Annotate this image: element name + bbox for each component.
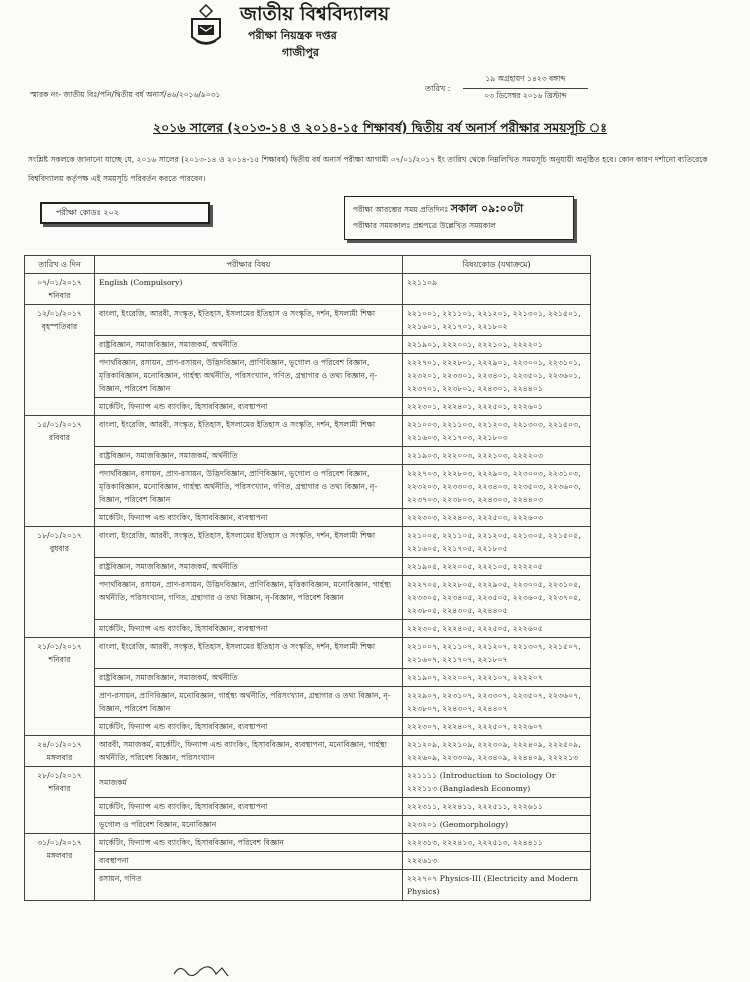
code-cell: ২২১০০১, ২২১১০১, ২২১২০১, ২২১৩০১, ২২১৫০১, ২২১৬০১, ২২১৭০১, ২২১৮০২	[403, 305, 591, 336]
subject-cell: বাংলা, ইংরেজি, আরবী, সংস্কৃত, ইতিহাস, ইসলামের ইতিহাস ও সংস্কৃতি, দর্শন, ইসলামী শিক্ষা	[95, 305, 403, 336]
code-cell: ২২১১০৯	[403, 274, 591, 305]
exam-date: ১৫/০১/২০১৭	[37, 420, 82, 429]
table-row	[25, 447, 591, 465]
code-cell: ২২১০০৭, ২২১১০৭, ২২১২০৭, ২২১৩০৭, ২২১৫০৭, ২২১৬০৭, ২২১৭০৭, ২২১৮০৭	[403, 638, 591, 669]
table-row	[25, 354, 591, 398]
date-block	[463, 72, 588, 105]
exam-day: শনিবার	[48, 655, 71, 664]
exam-date: ২৪/০১/২০১৭	[37, 740, 82, 749]
code-cell: ২২১৯০৭, ২২২০০৭, ২২২১০৭, ২২২২০৭	[403, 669, 591, 687]
subject-cell: রসায়ন, গণিত	[95, 870, 403, 901]
date-label: তারিখ :	[425, 84, 451, 93]
subject-cell: মার্কেটিং, ফিন্যান্স এন্ড ব্যাংকিং, হিসাববিজ্ঞান, ব্যবস্থাপনা	[95, 798, 403, 816]
letterhead	[0, 0, 750, 60]
code-cell: ২২১২০৯, ২২২১০৯, ২২২৩০৯, ২২২৪০৯, ২২২৫০৯, ২২২৬০৯, ২২৩৩০৯, ২২৩৪০৯, ২২৪৪০৯, ২২২২১৩	[403, 736, 591, 767]
table-row	[25, 398, 591, 416]
code-cell: ২২১৯০৫, ২২২০০৫, ২২২১০৫, ২২২২০৫	[403, 558, 591, 576]
code-cell: ২২২৩১৩, ২২২৪১৩, ২২২৫১৩, ২২৪৪১১	[403, 834, 591, 852]
date-cell	[25, 305, 95, 416]
table-row	[25, 576, 591, 620]
table-row	[25, 687, 591, 718]
table-row	[25, 669, 591, 687]
university-name: জাতীয় বিশ্ববিদ্যালয়	[240, 3, 390, 25]
subject-cell: রাষ্ট্রবিজ্ঞান, সমাজবিজ্ঞান, সমাজকর্ম, অর্থনীতি	[95, 669, 403, 687]
code-cell: ২২২৩০৭, ২২২৪০৭, ২২২৫০৭, ২২২৬০৭	[403, 718, 591, 736]
header-subject: পরীক্ষার বিষয়	[95, 256, 403, 274]
code-cell: ২২২৯০৭, ২২৩১০৭, ২২৩৩০৭, ২২৩৫০৭, ২২৩৬০৭, ২২৩৮০৭, ২২৪৩০৭, ২২৪৪০৭	[403, 687, 591, 718]
table-row	[25, 834, 591, 852]
table-row	[25, 870, 591, 901]
table-row	[25, 620, 591, 638]
table-row	[25, 465, 591, 509]
exam-day: শনিবার	[48, 784, 71, 793]
code-cell: ২২২৭০৩, ২২২৮০৩, ২২২৯০৩, ২২৩০০৩, ২২৩১০৩, ২২৩২০৩, ২২৩৩০৩, ২২৩৪০৩, ২২৩৫০৩, ২২৩৬০৩, ২২৩৭০৩, ২২৩৮০৩, ২২৪৩০৩, ২২৪৪০৩	[403, 465, 591, 509]
subject-cell: পদার্থবিজ্ঞান, রসায়ন, প্রাণ-রসায়ন, উদ্ভিদবিজ্ঞান, প্রাণিবিজ্ঞান, ভূগোল ও পরিবেশ বিজ্ঞান, মৃত্তিকাবিজ্ঞান, মনোবিজ্ঞান, গার্হস্থ্য অর্থনীতি, পরিসংখ্যান, গণিত, গ্রন্থাগার ও তথ্য বিজ্ঞান, নৃ-বিজ্ঞান, পরিবেশ বিজ্ঞান	[95, 465, 403, 509]
code-cell: ২২১৯০১, ২২২০০১, ২২২১০১, ২২২২০১	[403, 336, 591, 354]
header-date: তারিখ ও দিন	[25, 256, 95, 274]
subject-cell: প্রাণ-রসায়ন, প্রাণিবিজ্ঞান, মনোবিজ্ঞান, গার্হস্থ্য অর্থনীতি, পরিসংখ্যান, গ্রন্থাগার ও তথ্য বিজ্ঞান, নৃ-বিজ্ঞান, পরিবেশ বিজ্ঞান	[95, 687, 403, 718]
subject-cell: বাংলা, ইংরেজি, আরবী, সংস্কৃত, ইতিহাস, ইসলামের ইতিহাস ও সংস্কৃতি, দর্শন, ইসলামী শিক্ষা	[95, 416, 403, 447]
subject-cell: বাংলা, ইংরেজি, আরবী, সংস্কৃত, ইতিহাস, ইসলামের ইতিহাস ও সংস্কৃতি, দর্শন, ইসলামী শিক্ষা	[95, 638, 403, 669]
table-row	[25, 736, 591, 767]
subject-cell: বাংলা, ইংরেজি, আরবী, সংস্কৃত, ইতিহাস, ইসলামের ইতিহাস ও সংস্কৃতি, দর্শন, ইসলামী শিক্ষা	[95, 527, 403, 558]
schedule-table	[24, 255, 591, 901]
subject-cell: পদার্থবিজ্ঞান, রসায়ন, প্রাণ-রসায়ন, উদ্ভিদবিজ্ঞান, প্রাণিবিজ্ঞান, মৃত্তিকাবিজ্ঞান, মনোবিজ্ঞান, গার্হস্থ্য অর্থনীতি, পরিসংখ্যান, গণিত, গ্রন্থাগার ও তথ্য বিজ্ঞান, নৃ-বিজ্ঞান, পরিবেশ বিজ্ঞান	[95, 576, 403, 620]
start-time-label: পরীক্ষা আরম্ভের সময় প্রতিদিনঃ	[353, 205, 449, 214]
date-cell	[25, 274, 95, 305]
exam-day: শনিবার	[48, 291, 71, 300]
exam-date: ১২/০১/২০১৭	[37, 309, 82, 318]
subject-cell: ব্যবস্থাপনা	[95, 852, 403, 870]
exam-code-box: পরীক্ষা কোডঃ ২০২	[40, 202, 210, 224]
exam-date: ০৭/০১/২০১৭	[37, 278, 82, 287]
code-cell: ২২২৩০১, ২২২৪০১, ২২২৫০১, ২২২৬০১	[403, 398, 591, 416]
date-english: ০৩ ডিসেম্বর ২০১৬ খ্রিস্টাব্দ	[484, 91, 567, 100]
code-cell: ২২২৭০১, ২২২৮০১, ২২২৯০১, ২২৩০০১, ২২৩১০১, ২২৩২০১, ২২৩৩০১, ২২৩৪০১, ২২৩৫০১, ২২৩৬০১, ২২৩৭০১, ২২৩৮০১, ২২৪৩০১, ২২৪৪০১	[403, 354, 591, 398]
exam-day: বৃহস্পতিবার	[41, 322, 78, 331]
code-cell: ২২১৯০৩, ২২২০০৩, ২২২১০৩, ২২২২০৩	[403, 447, 591, 465]
subject-cell: পদার্থবিজ্ঞান, রসায়ন, প্রাণ-রসায়ন, উদ্ভিদবিজ্ঞান, প্রাণিবিজ্ঞান, ভূগোল ও পরিবেশ বিজ্ঞান, মৃত্তিকাবিজ্ঞান, মনোবিজ্ঞান, গার্হস্থ্য অর্থনীতি, পরিসংখ্যান, গণিত, গ্রন্থাগার ও তথ্য বিজ্ঞান, নৃ-বিজ্ঞান, পরিবেশ বিজ্ঞান	[95, 354, 403, 398]
table-row	[25, 638, 591, 669]
subject-cell: English (Compulsory)	[95, 274, 403, 305]
code-cell: ২২৩২০১ (Geomorphology)	[403, 816, 591, 834]
code-cell: ২২২৩১১, ২২২৪১১, ২২২৫১১, ২২২৬১১	[403, 798, 591, 816]
header-code: বিষয়কোড (যথাক্রমে)	[403, 256, 591, 274]
table-row	[25, 558, 591, 576]
code-cell: ২২২৬১৩	[403, 852, 591, 870]
code-cell: ২২২৩০৩, ২২২৪০৩, ২২২৫০৩, ২২২৬০৩	[403, 509, 591, 527]
subject-cell: মার্কেটিং, ফিন্যান্স এন্ড ব্যাংকিং, হিসাববিজ্ঞান, ব্যবস্থাপনা	[95, 509, 403, 527]
table-row	[25, 527, 591, 558]
table-row	[25, 852, 591, 870]
code-cell: ২২১০০৫, ২২১১০৫, ২২১২০৫, ২২১৩০৫, ২২১৫০৫, ২২১৬০৫, ২২১৭০৫, ২২১৮০৫	[403, 527, 591, 558]
subject-cell: মার্কেটিং, ফিন্যান্স এন্ড ব্যাংকিং, হিসাববিজ্ঞান, পরিবেশ বিজ্ঞান	[95, 834, 403, 852]
table-row	[25, 509, 591, 527]
exam-day: মঙ্গলবার	[46, 753, 73, 762]
subject-cell: মার্কেটিং, ফিন্যান্স এন্ড ব্যাংকিং, হিসাববিজ্ঞান, ব্যবস্থাপনা	[95, 718, 403, 736]
date-cell	[25, 834, 95, 901]
duration-label: পরীক্ষার সময়কালঃ প্রশ্নপত্রে উল্লেখিত সময়কাল	[353, 221, 496, 230]
subject-cell: মার্কেটিং, ফিন্যান্স এন্ড ব্যাংকিং, হিসাববিজ্ঞান, ব্যবস্থাপনা	[95, 620, 403, 638]
table-row	[25, 767, 591, 798]
exam-day: মঙ্গলবার	[46, 851, 73, 860]
table-row	[25, 336, 591, 354]
document-title: ২০১৬ সালের (২০১৩-১৪ ও ২০১৪-১৫ শিক্ষাবর্ষ) দ্বিতীয় বর্ষ অনার্স পরীক্ষার সময়সূচি ঃ	[153, 120, 607, 135]
exam-day: রবিবার	[48, 433, 71, 442]
subject-cell: রাষ্ট্রবিজ্ঞান, সমাজবিজ্ঞান, সমাজকর্ম, অর্থনীতি	[95, 336, 403, 354]
exam-date: ২৮/০১/২০১৭	[37, 771, 82, 780]
start-time: সকাল ০৯:০০টা	[450, 202, 524, 215]
subject-cell: মার্কেটিং, ফিন্যান্স এন্ড ব্যাংকিং, হিসাববিজ্ঞান, ব্যবস্থাপনা	[95, 398, 403, 416]
code-cell: ২২২৭০৭ Physics-III (Electricity and Modern Physics)	[403, 870, 591, 901]
subject-cell: ভূগোল ও পরিবেশ বিজ্ঞান, মনোবিজ্ঞান	[95, 816, 403, 834]
city-name: গাজীপুর	[282, 46, 319, 59]
code-cell: ২২১১১১ (Introduction to Sociology Or ২২২১১৩ (Bangladesh Economy)	[403, 767, 591, 798]
intro-paragraph: সংশ্লিষ্ট সকলকে জানানো যাচ্ছে যে, ২০১৬ সালের (২০১৩-১৪ ও ২০১৪-১৫ শিক্ষাবর্ষ) দ্বিতীয় বর্ষ অনার্স পরীক্ষা আগামী ০৭/০১/২০১৭ ইং তারিখ থেকে নিম্নলিখিত সময়সূচি অনুযায়ী অনুষ্ঠিত হবে। কোন কারণ দর্শানো ব্যতিরেকে বিশ্ববিদ্যালয় কর্তৃপক্ষ এই সময়সূচি পরিবর্তন করতে পারবেন।	[28, 155, 708, 183]
exam-day: বুধবার	[49, 544, 70, 553]
table-row	[25, 718, 591, 736]
date-cell	[25, 767, 95, 834]
table-row	[25, 816, 591, 834]
code-cell: ২২২৭০৫, ২২২৮০৫, ২২২৯০৫, ২২৩০০৫, ২২৩১০৫, ২২৩৩০৫, ২২৩৪০৫, ২২৩৫০৫, ২২৩৬০৫, ২২৩৭০৫, ২২৩৮০৫, ২২৪৩০৫, ২২৪৪০৫	[403, 576, 591, 620]
code-cell: ২২১০০৩, ২২১১০৩, ২২১২০৩, ২২১৩০৩, ২২১৫০৩, ২২১৬০৩, ২২১৭০৩, ২২১৮০৩	[403, 416, 591, 447]
date-cell	[25, 416, 95, 527]
memo-number: স্মারক নং- জাতীয় বিঃ/পনি/দ্বিতীয় বর্ষ অনার্স/৪৬/২০১৬/৯০৩১	[30, 90, 221, 99]
office-name: পরীক্ষা নিয়ন্ত্রক দপ্তর	[248, 29, 337, 42]
table-row	[25, 305, 591, 336]
date-cell	[25, 638, 95, 736]
table-row	[25, 416, 591, 447]
signature-mark-icon	[170, 960, 260, 980]
subject-cell: সমাজকর্ম	[95, 767, 403, 798]
exam-date: ২১/০১/২০১৭	[37, 642, 82, 651]
subject-cell: আরবী, সমাজকর্ম, মার্কেটিং, ফিন্যান্স এন্ড ব্যাংকিং, হিসাববিজ্ঞান, ব্যবস্থাপনা, মনোবিজ্ঞান, গার্হস্থ্য অর্থনীতি, পরিবেশ বিজ্ঞান, পরিসংখ্যান	[95, 736, 403, 767]
date-cell	[25, 736, 95, 767]
exam-date: ৩১/০১/২০১৭	[37, 838, 82, 847]
exam-time-box	[344, 196, 574, 240]
subject-cell: রাষ্ট্রবিজ্ঞান, সমাজবিজ্ঞান, সমাজকর্ম, অর্থনীতি	[95, 558, 403, 576]
table-row	[25, 798, 591, 816]
code-cell: ২২২৩০৫, ২২২৪০৫, ২২২৫০৫, ২২২৬০৫	[403, 620, 591, 638]
table-header-row	[25, 256, 591, 274]
subject-cell: রাষ্ট্রবিজ্ঞান, সমাজবিজ্ঞান, সমাজকর্ম, অর্থনীতি	[95, 447, 403, 465]
table-row	[25, 274, 591, 305]
university-logo-icon	[186, 3, 226, 51]
exam-date: ১৮/০১/২০১৭	[37, 531, 82, 540]
date-bangla: ১৯ অগ্রহায়ণ ১৪২৩ বঙ্গাব্দ	[463, 72, 588, 89]
date-cell	[25, 527, 95, 638]
